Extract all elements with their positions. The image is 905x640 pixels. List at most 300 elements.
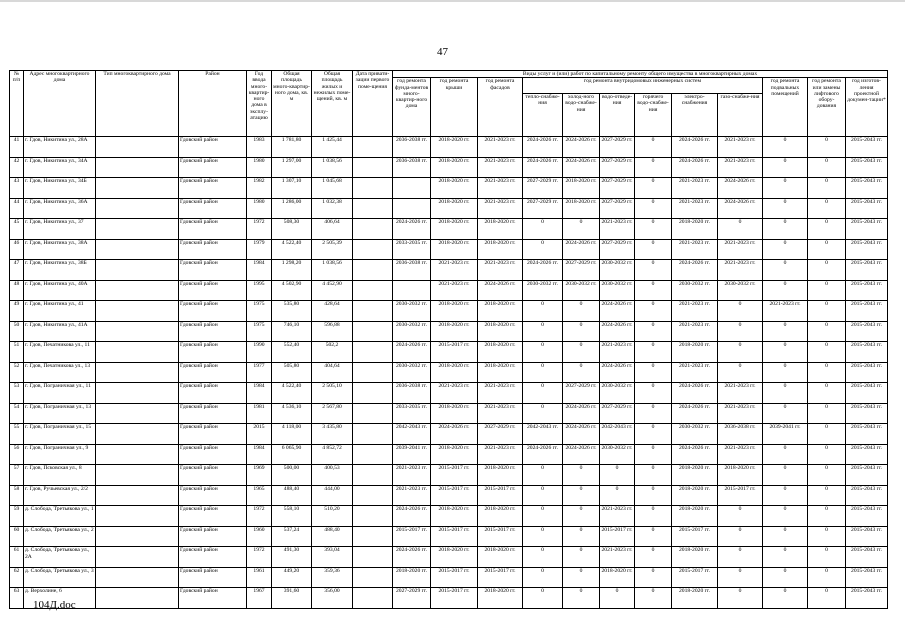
table-cell: 0 <box>523 506 563 527</box>
table-cell: 0 <box>523 403 563 424</box>
table-cell: Гдовский район <box>179 424 247 445</box>
footer-filename: 104Д.doc <box>33 599 76 611</box>
table-cell: 2015-2043 гг. <box>846 465 888 486</box>
table-cell: 2024-2026 гг. <box>563 403 600 424</box>
table-cell: Гдовский район <box>179 444 247 465</box>
table-row <box>10 383 888 404</box>
table-cell: 2027-2029 гг. <box>393 588 431 609</box>
table-cell: 2021-2023 гг. <box>431 280 478 301</box>
table-row <box>10 198 888 219</box>
table-cell: 2018-2020 гг. <box>478 301 523 322</box>
table-cell: 0 <box>523 567 563 588</box>
header-sewer: водо-отведе-ния <box>600 94 635 137</box>
table-cell <box>96 547 179 568</box>
table-cell: 2021-2023 гг. <box>478 198 523 219</box>
table-cell: 0 <box>635 342 672 363</box>
table-cell <box>96 465 179 486</box>
header-address: Адрес многоквартирного дома <box>24 71 96 137</box>
header-engineering-group: год ремонта внутридомовых инженерных систем <box>523 78 763 94</box>
table-cell: 0 <box>763 362 808 383</box>
table-cell <box>353 403 393 424</box>
table-cell <box>96 260 179 281</box>
table-cell <box>393 280 431 301</box>
table-cell: 2024-2026 гг. <box>600 301 635 322</box>
table-cell: 6 065,90 <box>272 444 312 465</box>
table-cell: 1 297,00 <box>272 157 312 178</box>
table-cell: 0 <box>808 260 846 281</box>
table-cell: 2018-2020 гг. <box>431 137 478 158</box>
table-cell: 0 <box>718 219 763 240</box>
table-row <box>10 301 888 322</box>
table-cell: г. Гдов, Никитина ул., 34Б <box>24 178 96 199</box>
table-cell: 2015-2043 гг. <box>846 362 888 383</box>
table-cell: 0 <box>763 485 808 506</box>
table-cell: 2027-2029 гг. <box>563 383 600 404</box>
table-cell: 2015 <box>247 424 272 445</box>
table-cell: 400,53 <box>312 465 353 486</box>
table-cell: 2021-2023 гг. <box>478 444 523 465</box>
table-cell: 0 <box>563 547 600 568</box>
table-cell: 0 <box>523 239 563 260</box>
table-cell: г. Гдов, Никитина ул., 41А <box>24 321 96 342</box>
table-cell: 2015-2043 гг. <box>846 383 888 404</box>
table-row <box>10 588 888 609</box>
table-cell: 47 <box>10 260 24 281</box>
table-cell: 0 <box>718 342 763 363</box>
table-cell: 596,88 <box>312 321 353 342</box>
table-cell: 2036-2038 гг. <box>393 137 431 158</box>
table-cell: г. Гдов, Пограничная ул., 15 <box>24 424 96 445</box>
table-cell: 0 <box>600 588 635 609</box>
table-cell: 2024-2026 гг. <box>600 321 635 342</box>
header-foundation: год ремонта фунда-ментов много-квартир-ного дома <box>393 78 431 137</box>
table-cell: 0 <box>808 485 846 506</box>
table-cell: 2042-2043 гг. <box>393 424 431 445</box>
table-cell: 1 298,20 <box>272 260 312 281</box>
table-cell: 2036-2038 гг. <box>393 383 431 404</box>
table-cell: 2018-2020 гг. <box>718 465 763 486</box>
header-heating: тепло-снабже-ния <box>523 94 563 137</box>
table-cell: 0 <box>808 321 846 342</box>
table-cell: 58 <box>10 485 24 506</box>
table-row <box>10 547 888 568</box>
table-cell: 2015-2043 гг. <box>846 321 888 342</box>
table-cell: 2015-2043 гг. <box>846 567 888 588</box>
table-cell: 0 <box>718 526 763 547</box>
table-row <box>10 260 888 281</box>
table-cell: 1 425,44 <box>312 137 353 158</box>
table-cell <box>96 219 179 240</box>
table-cell: 1975 <box>247 301 272 322</box>
table-cell: 0 <box>635 444 672 465</box>
table-cell: Гдовский район <box>179 219 247 240</box>
table-cell: 2039-2041 гг. <box>763 424 808 445</box>
table-cell: 43 <box>10 178 24 199</box>
table-cell: 0 <box>763 403 808 424</box>
table-cell: 0 <box>763 198 808 219</box>
table-cell: 0 <box>635 403 672 424</box>
table-cell: г. Гдов, Пограничная ул., 11 <box>24 383 96 404</box>
table-cell: 444,00 <box>312 485 353 506</box>
table-cell: 2024-2026 гг. <box>672 157 718 178</box>
table-cell: 2021-2023 гг. <box>672 178 718 199</box>
table-cell: 0 <box>635 157 672 178</box>
table-cell: 0 <box>763 219 808 240</box>
table-cell: 502,2 <box>312 342 353 363</box>
table-cell: 1 307,10 <box>272 178 312 199</box>
table-cell: 2021-2023 гг. <box>718 403 763 424</box>
table-cell: 2018-2020 гг. <box>431 321 478 342</box>
table-cell: 2018-2020 гг. <box>431 506 478 527</box>
table-cell: г. Гдов, Никитина ул., 34А <box>24 157 96 178</box>
header-total-area: Общая площадь много-квартир-ного дома, кв. м <box>272 71 312 137</box>
table-cell: 2015-2043 гг. <box>846 588 888 609</box>
table-cell: 2024-2026 гг. <box>672 383 718 404</box>
table-cell: 0 <box>523 321 563 342</box>
table-cell: 510,20 <box>312 506 353 527</box>
table-cell: 1981 <box>247 403 272 424</box>
table-cell: 2030-2032 гг. <box>393 321 431 342</box>
table-cell: 0 <box>635 280 672 301</box>
table-cell: 1980 <box>247 198 272 219</box>
table-cell: 0 <box>600 485 635 506</box>
table-cell: 1975 <box>247 321 272 342</box>
table-cell: 2021-2023 гг. <box>600 506 635 527</box>
table-cell: 0 <box>808 403 846 424</box>
header-year-built: Год ввода много-квартир-ного дома в эксплу-атацию <box>247 71 272 137</box>
table-cell: 62 <box>10 567 24 588</box>
table-cell: 2015-2017 гг. <box>431 342 478 363</box>
table-cell: г. Гдов, Никитина ул., 40А <box>24 280 96 301</box>
table-cell: 2024-2026 гг. <box>672 137 718 158</box>
table-cell: 0 <box>563 567 600 588</box>
table-cell: 2015-2043 гг. <box>846 137 888 158</box>
table-cell: 2018-2020 гг. <box>672 485 718 506</box>
table-row <box>10 137 888 158</box>
table-cell: 2021-2023 гг. <box>478 383 523 404</box>
table-cell: 4 452,90 <box>312 280 353 301</box>
table-cell: 2018-2020 гг. <box>478 588 523 609</box>
table-cell: 1990 <box>247 342 272 363</box>
table-cell: 45 <box>10 219 24 240</box>
header-cold-water: холод-ного водо-снабже-ния <box>563 94 600 137</box>
table-cell <box>96 301 179 322</box>
table-cell: 0 <box>763 178 808 199</box>
table-cell: 406,64 <box>312 219 353 240</box>
table-row <box>10 465 888 486</box>
table-cell: 0 <box>563 301 600 322</box>
table-cell: 0 <box>523 588 563 609</box>
table-cell: 2018-2020 гг. <box>478 506 523 527</box>
table-cell <box>353 219 393 240</box>
table-cell: 2018-2020 гг. <box>431 403 478 424</box>
table-cell: 2021-2023 гг. <box>478 403 523 424</box>
table-cell: 2024-2026 гг. <box>563 137 600 158</box>
table-cell <box>393 198 431 219</box>
table-cell: 0 <box>718 301 763 322</box>
table-cell: Гдовский район <box>179 239 247 260</box>
table-cell: 2024-2026 гг. <box>523 444 563 465</box>
table-cell: 2018-2020 гг. <box>672 547 718 568</box>
table-cell: 2024-2026 гг. <box>393 219 431 240</box>
table-cell: 2015-2017 гг. <box>718 485 763 506</box>
table-cell <box>353 157 393 178</box>
table-cell: 2015-2043 гг. <box>846 301 888 322</box>
table-cell: 0 <box>563 526 600 547</box>
table-cell <box>353 465 393 486</box>
table-cell: 2030-2032 гг. <box>718 280 763 301</box>
table-cell: 2024-2026 гг. <box>672 444 718 465</box>
table-cell: 2018-2020 гг. <box>478 219 523 240</box>
table-cell: Гдовский район <box>179 178 247 199</box>
table-cell: 2027-2029 гг. <box>600 157 635 178</box>
table-cell: 2018-2020 гг. <box>672 219 718 240</box>
table-cell: 2018-2020 гг. <box>393 567 431 588</box>
table-cell: 1969 <box>247 465 272 486</box>
table-cell: 2015-2043 гг. <box>846 526 888 547</box>
table-cell: 0 <box>635 465 672 486</box>
table-row <box>10 485 888 506</box>
table-cell: 0 <box>808 567 846 588</box>
table-cell: 537,24 <box>272 526 312 547</box>
table-row <box>10 403 888 424</box>
table-cell: Гдовский район <box>179 465 247 486</box>
table-cell <box>353 444 393 465</box>
table-cell: 0 <box>635 547 672 568</box>
table-row <box>10 362 888 383</box>
table-cell: 0 <box>718 321 763 342</box>
table-cell: 0 <box>808 444 846 465</box>
table-cell: 2024-2026 гг. <box>523 157 563 178</box>
table-cell: 2039-2041 гг. <box>393 444 431 465</box>
table-cell: 4 118,00 <box>272 424 312 445</box>
table-cell: 2018-2020 гг. <box>478 362 523 383</box>
table-cell: 2015-2043 гг. <box>846 178 888 199</box>
table-cell: 52 <box>10 362 24 383</box>
top-edge-line <box>0 0 905 2</box>
table-cell: 0 <box>635 362 672 383</box>
table-cell: 2015-2017 гг. <box>672 567 718 588</box>
table-cell: 0 <box>635 485 672 506</box>
table-cell: 0 <box>763 465 808 486</box>
table-cell: Гдовский район <box>179 260 247 281</box>
table-cell: 0 <box>763 383 808 404</box>
table-cell: 2015-2043 гг. <box>846 424 888 445</box>
table-cell <box>353 362 393 383</box>
table-cell: 0 <box>563 465 600 486</box>
table-cell: 2030-2032 гг. <box>600 280 635 301</box>
table-cell: 0 <box>718 567 763 588</box>
table-cell: 4 522,40 <box>272 383 312 404</box>
table-cell: Гдовский район <box>179 280 247 301</box>
table-cell: 1995 <box>247 280 272 301</box>
table-cell: 2018-2020 гг. <box>478 547 523 568</box>
table-cell: 2021-2023 гг. <box>672 301 718 322</box>
table-cell: Гдовский район <box>179 137 247 158</box>
table-cell: 2030-2032 гг. <box>672 280 718 301</box>
table-row <box>10 157 888 178</box>
table-cell: 0 <box>763 506 808 527</box>
table-cell: 449,20 <box>272 567 312 588</box>
table-cell: 2030-2032 гг. <box>600 444 635 465</box>
table-cell: 2018-2020 гг. <box>478 465 523 486</box>
header-basements: год ремонта подвальных помещений <box>763 78 808 137</box>
table-cell: 49 <box>10 301 24 322</box>
table-cell: 0 <box>763 137 808 158</box>
table-cell: д. Слобода, Третьякова ул., 2 <box>24 526 96 547</box>
table-cell <box>96 526 179 547</box>
table-cell: 0 <box>563 219 600 240</box>
table-cell: 0 <box>635 588 672 609</box>
table-cell: г. Гдов, Пограничная ул., 13 <box>24 403 96 424</box>
table-cell: 2021-2023 гг. <box>718 444 763 465</box>
table-cell: 2015-2043 гг. <box>846 219 888 240</box>
table-cell: 508,30 <box>272 219 312 240</box>
table-cell: Гдовский район <box>179 567 247 588</box>
table-cell: 2018-2020 гг. <box>563 198 600 219</box>
table-cell: 0 <box>563 506 600 527</box>
table-cell: 50 <box>10 321 24 342</box>
table-cell: 500,00 <box>272 465 312 486</box>
table-cell: 0 <box>563 485 600 506</box>
table-cell: 2021-2023 гг. <box>600 342 635 363</box>
table-cell: 3 435,80 <box>312 424 353 445</box>
table-cell: 0 <box>718 506 763 527</box>
table-cell: 4 852,72 <box>312 444 353 465</box>
table-cell: 2018-2020 гг. <box>672 506 718 527</box>
table-cell: 2015-2043 гг. <box>846 485 888 506</box>
table-cell: 0 <box>808 280 846 301</box>
table-cell <box>96 239 179 260</box>
table-cell <box>96 157 179 178</box>
table-cell: 0 <box>808 424 846 445</box>
table-cell: 1 038,56 <box>312 157 353 178</box>
table-cell: 2021-2023 гг. <box>718 260 763 281</box>
table-cell: 746,10 <box>272 321 312 342</box>
table-cell: 1965 <box>247 485 272 506</box>
table-cell: 2015-2043 гг. <box>846 444 888 465</box>
table-cell: 2015-2017 гг. <box>393 526 431 547</box>
table-cell: 0 <box>808 219 846 240</box>
table-cell: 2027-2029 гг. <box>523 178 563 199</box>
table-cell: 2015-2043 гг. <box>846 198 888 219</box>
table-cell: 2030-2032 гг. <box>563 280 600 301</box>
table-cell: 2015-2017 гг. <box>600 526 635 547</box>
table-cell: 1961 <box>247 567 272 588</box>
table-cell: 2 567,80 <box>312 403 353 424</box>
table-cell: 2027-2029 гг. <box>478 424 523 445</box>
table-cell: 59 <box>10 506 24 527</box>
table-cell: 2018-2020 гг. <box>431 301 478 322</box>
capital-repair-table <box>9 70 888 609</box>
table-cell: 2015-2017 гг. <box>672 526 718 547</box>
table-row <box>10 424 888 445</box>
table-cell: 2015-2043 гг. <box>846 547 888 568</box>
table-cell: 2021-2023 гг. <box>672 321 718 342</box>
table-cell: 2021-2023 гг. <box>600 547 635 568</box>
table-cell: 2024-2026 гг. <box>563 157 600 178</box>
table-cell: 0 <box>808 588 846 609</box>
table-cell: 1984 <box>247 383 272 404</box>
table-cell <box>96 280 179 301</box>
table-cell: 0 <box>808 547 846 568</box>
table-cell <box>353 567 393 588</box>
header-living-area: Общая площадь жилых и нежилых поме-щений, кв. м <box>312 71 353 137</box>
table-cell: 2021-2023 гг. <box>718 137 763 158</box>
table-cell: 0 <box>808 383 846 404</box>
table-cell: 0 <box>563 362 600 383</box>
table-cell: 0 <box>718 547 763 568</box>
table-cell: 2033-2035 гг. <box>393 403 431 424</box>
table-cell: 0 <box>763 157 808 178</box>
table-cell: 2015-2017 гг. <box>431 567 478 588</box>
table-cell: 558,10 <box>272 506 312 527</box>
table-cell: 2036-2038 гг. <box>393 157 431 178</box>
table-cell <box>96 137 179 158</box>
table-cell: 2027-2029 гг. <box>600 137 635 158</box>
table-cell: 0 <box>523 219 563 240</box>
table-cell: Гдовский район <box>179 506 247 527</box>
table-row <box>10 567 888 588</box>
table-cell <box>96 506 179 527</box>
table-cell: д. Верхолине, 6 <box>24 588 96 609</box>
table-cell: Гдовский район <box>179 383 247 404</box>
table-cell <box>96 485 179 506</box>
table-cell: Гдовский район <box>179 485 247 506</box>
table-cell <box>353 280 393 301</box>
table-cell: Гдовский район <box>179 321 247 342</box>
header-privatization: Дата привати-зации первого поме-щения <box>353 71 393 137</box>
header-district: Район <box>179 71 247 137</box>
table-cell: д. Слобода, Третьякова ул., 1 <box>24 506 96 527</box>
table-cell <box>96 198 179 219</box>
table-cell: 391,60 <box>272 588 312 609</box>
table-cell: 1980 <box>247 157 272 178</box>
table-cell: 2024-2026 гг. <box>672 260 718 281</box>
table-cell: 2024-2026 гг. <box>563 424 600 445</box>
table-cell: 505,80 <box>272 362 312 383</box>
table-cell: 2021-2023 гг. <box>672 239 718 260</box>
table-cell <box>96 383 179 404</box>
table-cell: 0 <box>808 526 846 547</box>
table-cell: 53 <box>10 383 24 404</box>
table-cell: 2024-2026 гг. <box>393 342 431 363</box>
table-cell: 0 <box>763 526 808 547</box>
table-cell: 1972 <box>247 219 272 240</box>
table-cell: 2021-2023 гг. <box>763 301 808 322</box>
table-cell: 2021-2023 гг. <box>431 383 478 404</box>
table-cell: 2015-2017 гг. <box>431 465 478 486</box>
table-cell: 2 505,10 <box>312 383 353 404</box>
table-cell: 2024-2026 гг. <box>672 403 718 424</box>
table-cell: 0 <box>635 137 672 158</box>
table-cell <box>96 403 179 424</box>
table-cell: 2018-2020 гг. <box>431 219 478 240</box>
table-cell: 4 522,40 <box>272 239 312 260</box>
table-cell: 0 <box>808 362 846 383</box>
table-cell: 48 <box>10 280 24 301</box>
table-cell: Гдовский район <box>179 526 247 547</box>
table-cell: 1 781,80 <box>272 137 312 158</box>
table-cell: 2021-2023 гг. <box>600 219 635 240</box>
table-cell: Гдовский район <box>179 157 247 178</box>
table-cell: 0 <box>635 178 672 199</box>
table-cell: 0 <box>763 321 808 342</box>
table-cell: 491,30 <box>272 547 312 568</box>
table-cell <box>353 526 393 547</box>
table-cell: 2015-2043 гг. <box>846 403 888 424</box>
table-cell: г. Гдов, Пограничная ул., 9 <box>24 444 96 465</box>
